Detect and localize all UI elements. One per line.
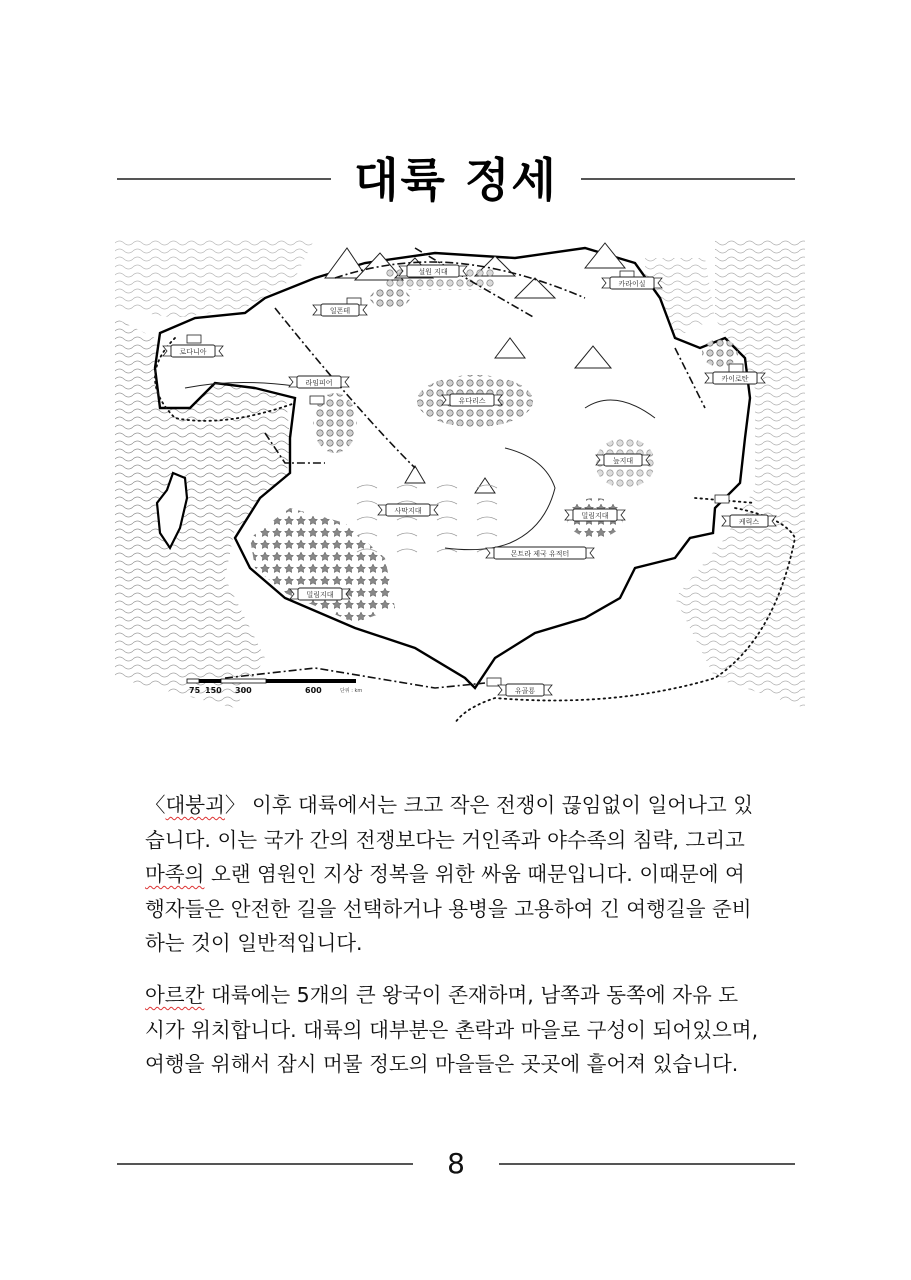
footer <box>117 1145 795 1185</box>
text-line <box>145 857 775 892</box>
text-line <box>145 1013 775 1048</box>
map-label-milimjidae-west <box>290 588 350 600</box>
text-line <box>145 978 775 1013</box>
scale-unit: 단위 : km <box>340 688 363 694</box>
scale-tick-150: 150 <box>205 686 222 695</box>
svg-text:로다니아: 로다니아 <box>179 348 207 356</box>
map-label-ramipieo <box>289 376 349 388</box>
svg-text:유골룡: 유골룡 <box>514 687 536 695</box>
svg-text:일폰테: 일폰테 <box>329 307 351 315</box>
text-line <box>145 1047 775 1082</box>
text-segment: 습니다. 이는 국가 간의 전쟁보다는 거인족과 야수족의 침략, 그리고 <box>145 827 745 852</box>
text-segment: 여행을 위해서 잠시 머물 정도의 마을들은 곳곳에 흩어져 있습니다. <box>145 1052 739 1076</box>
desert-region <box>345 478 515 558</box>
svg-text:사막지대: 사막지대 <box>394 507 422 515</box>
scale-tick-75: 75 <box>189 686 201 695</box>
svg-text:유다리스: 유다리스 <box>458 397 486 405</box>
text-segment: 〉 이후 대륙에서는 크고 작은 전쟁이 끊임없이 일어나고 있 <box>224 793 754 817</box>
text-segment: 〈 <box>145 793 166 817</box>
map-label-seolwon <box>399 265 467 277</box>
paragraph-2 <box>145 978 775 1082</box>
forest-kairotan <box>702 339 738 367</box>
forest-north <box>370 288 410 308</box>
title-divider-right <box>581 178 795 180</box>
svg-text:설원 지대: 설원 지대 <box>418 268 448 276</box>
map-illustration <box>115 238 805 728</box>
svg-text:케릭스: 케릭스 <box>738 518 760 526</box>
svg-text:늪지대: 늪지대 <box>612 457 634 465</box>
text-segment: 대륙에는 5개의 큰 왕국이 존재하며, 남쪽과 동쪽에 자유 도 <box>204 983 739 1007</box>
map-label-neupjidae <box>596 454 650 466</box>
text-segment: 하는 것이 일반적입니다. <box>145 931 363 955</box>
text-line <box>145 892 775 927</box>
paragraph-1 <box>145 788 775 961</box>
text-segment: 시가 위치합니다. 대륙의 대부분은 촌락과 마을로 구성이 되어있으며, <box>145 1017 759 1042</box>
footer-divider-right <box>499 1163 795 1165</box>
spellcheck-flagged-word: 마족의 <box>145 862 205 886</box>
text-line <box>145 823 775 858</box>
page-number: 8 <box>447 1147 465 1180</box>
svg-text:밀림지대: 밀림지대 <box>581 512 609 520</box>
text-line <box>145 788 775 823</box>
svg-text:몬트라 제국 유적터: 몬트라 제국 유적터 <box>510 550 570 558</box>
map-label-ilponte <box>313 304 367 316</box>
scale-tick-600: 600 <box>305 686 322 695</box>
map-label-karaisil <box>602 277 662 289</box>
continent-map <box>115 238 805 728</box>
map-label-kairotan <box>705 372 765 384</box>
map-label-samakjidae <box>378 504 438 516</box>
text-segment: 행자들은 안전한 길을 선택하거나 용병을 고용하여 긴 여행길을 준비 <box>145 896 752 921</box>
map-label-yudaris <box>442 394 502 406</box>
spellcheck-flagged-word: 대붕괴 <box>165 793 225 817</box>
spellcheck-flagged-word: 아르칸 <box>145 983 205 1007</box>
map-label-milimjidae-east <box>565 509 625 521</box>
scale-tick-300: 300 <box>235 686 252 695</box>
svg-text:밀림지대: 밀림지대 <box>306 591 334 599</box>
svg-text:라임피어: 라임피어 <box>305 379 333 387</box>
svg-text:카이로탄: 카이로탄 <box>721 375 749 383</box>
text-line <box>145 926 775 961</box>
text-segment: 오랜 염원인 지상 정복을 위한 싸움 때문입니다. 이때문에 여 <box>204 862 745 886</box>
title-row <box>117 150 795 220</box>
map-label-montra-ruins <box>486 547 594 559</box>
svg-text:카라이실: 카라이실 <box>618 280 646 288</box>
map-label-yugollyong <box>498 684 552 696</box>
page-title: 대륙 정세 <box>354 153 558 207</box>
map-label-rodania <box>163 345 223 357</box>
map-label-keriseu <box>722 515 776 527</box>
